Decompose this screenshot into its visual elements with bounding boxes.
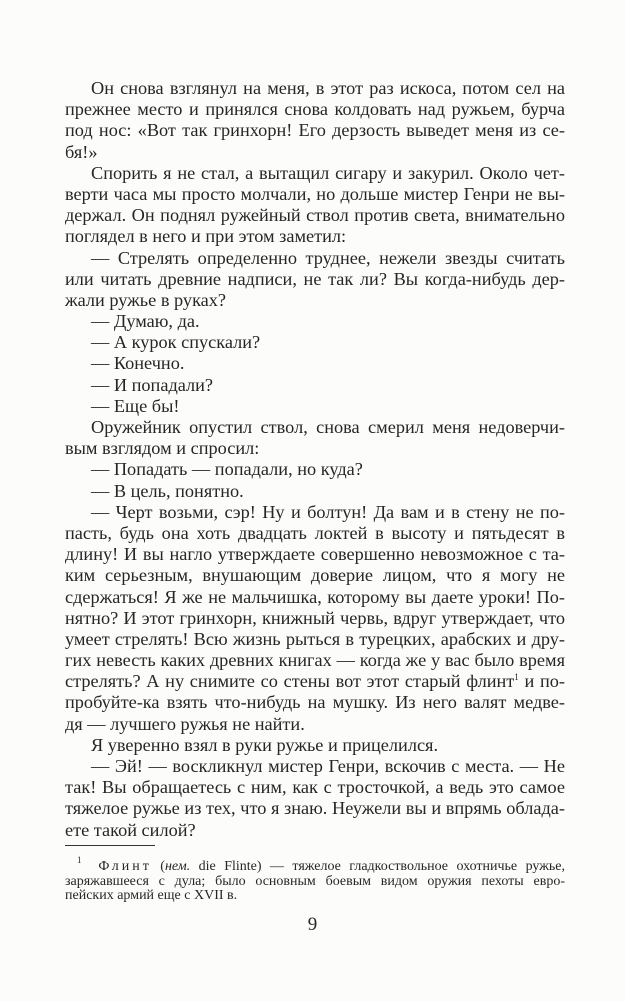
text-segment: стрелять? А ну снимите со стены вот этот старый флинт: [65, 671, 515, 692]
footnote: [65, 855, 565, 904]
text-line: нятно? И этот гринхорн, книжный червь, вдруг утверждает, что: [65, 607, 565, 628]
text-line: — В цель, понятно.: [91, 480, 244, 501]
footnote-lang: нем.: [164, 859, 191, 874]
text-line: умеет стрелять! Всю жизнь рыться в турецких, арабских и дру-: [65, 628, 565, 649]
text-line: — Попадать — попадали, но куда?: [91, 459, 363, 480]
footnote-line: $^1$ Флинт (нем. die Flinte) — тяжелое гладкоствольное охотничье ружье,: [77, 855, 565, 874]
text-line: верти часа мы просто молчали, но дольше мистер Генри не вы-: [65, 183, 565, 204]
text-line: ким серьезным, внушающим доверие лицом, что я могу не: [65, 565, 565, 586]
text-line: Я уверенно взял в руки ружье и прицелился.: [91, 734, 439, 755]
text-line: — Черт возьми, сэр! Ну и болтун! Да вам и в стену не по-: [91, 501, 565, 522]
text-line: пробуйте-ка взять что-нибудь на мушку. Из него валят медве-: [65, 692, 565, 713]
text-line: тяжелое ружье из тех, что я знаю. Неужели вы и впрямь облада-: [65, 798, 565, 819]
text-line: — Стрелять определенно труднее, нежели звезды считать: [91, 247, 565, 268]
text-line: гих невесть каких древних книгах — когда же у вас было время: [65, 650, 565, 671]
text-line: сдержаться! Я же не мальчишка, которому вы даете уроки! По-: [65, 586, 565, 607]
text-segment: и по-: [518, 671, 565, 692]
text-line: дя — лучшего ружья не найти.: [65, 713, 305, 734]
text-line: ете такой силой?: [65, 819, 196, 840]
page-number: 9: [307, 914, 318, 935]
text-line: держал. Он поднял ружейный ствол против света, внимательно: [65, 205, 565, 226]
text-line: прежнее место и принялся снова колдовать над ружьем, бурча: [65, 99, 565, 120]
text-line: — Эй! — воскликнул мистер Генри, вскочив с места. — Не: [91, 756, 565, 776]
text-line: пасть, будь она хоть двадцать локтей в высоту и пятьдесят в: [65, 522, 565, 543]
body-text: [65, 78, 565, 841]
footnote-line: заряжавшееся с дула; было основным боевым видом оружия пехоты евро-: [65, 873, 565, 889]
text-line: — И попадали?: [91, 374, 214, 395]
footnote-line: пейских армий еще с XVII в.: [65, 888, 238, 903]
text-line: Спорить я не стал, а вытащил сигару и закурил. Около чет-: [91, 162, 565, 183]
footnote-reference[interactable]: 1: [514, 672, 519, 683]
text-line: жали ружье в руках?: [65, 289, 227, 310]
text-line: — Думаю, да.: [91, 311, 200, 332]
text-line: или читать древние надписи, не так ли? Вы когда-нибудь дер-: [65, 268, 565, 289]
footnote-term: Флинт: [98, 859, 152, 874]
footnote-text: die Flinte) — тяжелое гладкоствольное охотничье ружье,: [190, 859, 565, 874]
text-line: поглядел в него и при этом заметил:: [65, 226, 347, 247]
text-line: — А курок спускали?: [91, 332, 261, 353]
footnote-marker: 1: [77, 855, 82, 865]
footnote-separator: [65, 845, 155, 846]
text-line: Оружейник опустил ствол, снова смерил меня недоверчи-: [91, 417, 565, 437]
text-line: — Еще бы!: [91, 395, 180, 416]
text-line: Он снова взглянул на меня, в этот раз искоса, потом сел на: [91, 78, 565, 98]
text-line: вым взглядом и спросил:: [65, 438, 260, 459]
text-line: — Конечно.: [91, 353, 185, 374]
text-line: так! Вы обращаетесь с ним, как с тросточкой, а ведь это самое: [65, 777, 565, 798]
text-line: [65, 671, 565, 692]
text-line: длину! И вы нагло утверждаете совершенно невозможное с та-: [65, 544, 565, 565]
text-line: бя!»: [65, 141, 98, 162]
text-line: под нос: «Вот так гринхорн! Его дерзость выведет меня из се-: [65, 120, 565, 141]
